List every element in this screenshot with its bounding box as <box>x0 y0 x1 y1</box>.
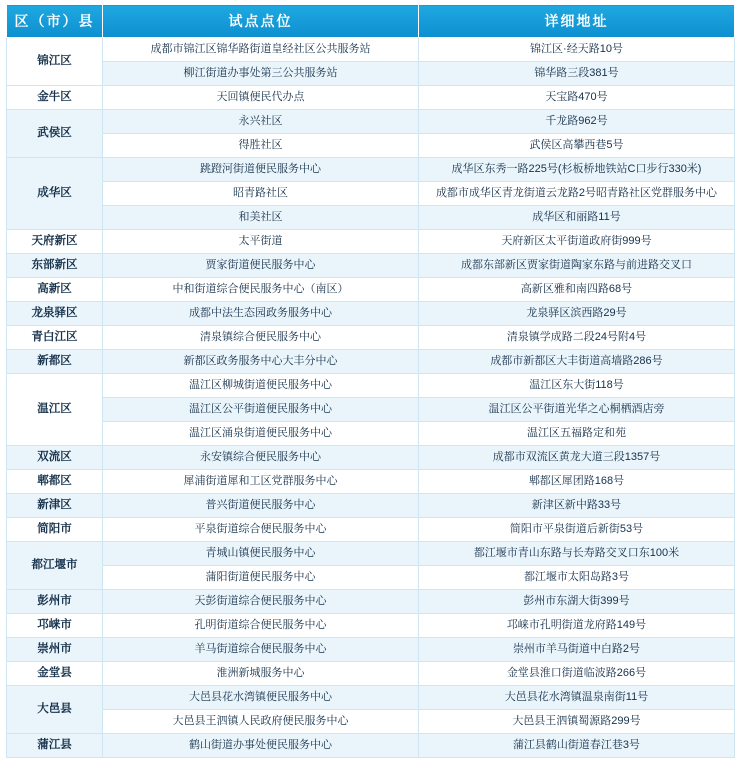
cell-address: 新津区新中路33号 <box>419 494 735 518</box>
cell-site: 平泉街道综合便民服务中心 <box>103 518 419 542</box>
cell-site: 淮洲新城服务中心 <box>103 662 419 686</box>
cell-site: 永安镇综合便民服务中心 <box>103 446 419 470</box>
table-row <box>7 614 735 638</box>
cell-address: 都江堰市太阳岛路3号 <box>419 566 735 590</box>
cell-site: 永兴社区 <box>103 110 419 134</box>
cell-region: 简阳市 <box>7 518 103 542</box>
cell-address: 蒲江县鹤山街道春江巷3号 <box>419 734 735 758</box>
cell-address: 大邑县王泗镇蜀源路299号 <box>419 710 735 734</box>
cell-site: 成都中法生态园政务服务中心 <box>103 302 419 326</box>
cell-address: 成都市双流区黄龙大道三段1357号 <box>419 446 735 470</box>
table-row <box>7 62 735 86</box>
cell-site: 和美社区 <box>103 206 419 230</box>
cell-region: 都江堰市 <box>7 542 103 590</box>
cell-address: 彭州市东湖大街399号 <box>419 590 735 614</box>
cell-site: 羊马街道综合便民服务中心 <box>103 638 419 662</box>
cell-region: 高新区 <box>7 278 103 302</box>
cell-address: 金堂县淮口街道临波路266号 <box>419 662 735 686</box>
cell-region: 新津区 <box>7 494 103 518</box>
table-row <box>7 470 735 494</box>
cell-address: 大邑县花水湾镇温泉南街11号 <box>419 686 735 710</box>
table-row <box>7 278 735 302</box>
table-row <box>7 590 735 614</box>
cell-address: 成都东部新区贾家街道陶家东路与前进路交叉口 <box>419 254 735 278</box>
table-header-row <box>7 5 735 38</box>
table-row <box>7 350 735 374</box>
column-header-region: 区（市）县 <box>7 5 103 38</box>
cell-address: 成都市新都区大丰街道高墙路286号 <box>419 350 735 374</box>
table-row <box>7 326 735 350</box>
table-row <box>7 494 735 518</box>
table-row <box>7 134 735 158</box>
cell-site: 青城山镇便民服务中心 <box>103 542 419 566</box>
cell-site: 蒲阳街道便民服务中心 <box>103 566 419 590</box>
cell-site: 中和街道综合便民服务中心（南区） <box>103 278 419 302</box>
table-row <box>7 38 735 62</box>
cell-region: 武侯区 <box>7 110 103 158</box>
cell-site: 跳蹬河街道便民服务中心 <box>103 158 419 182</box>
cell-region: 双流区 <box>7 446 103 470</box>
cell-region: 龙泉驿区 <box>7 302 103 326</box>
table-row <box>7 686 735 710</box>
cell-address: 龙泉驿区滨西路29号 <box>419 302 735 326</box>
cell-address: 清泉镇学成路二段24号附4号 <box>419 326 735 350</box>
cell-region: 新都区 <box>7 350 103 374</box>
cell-region: 邛崃市 <box>7 614 103 638</box>
table-row <box>7 302 735 326</box>
cell-region: 金牛区 <box>7 86 103 110</box>
cell-address: 崇州市羊马街道中白路2号 <box>419 638 735 662</box>
cell-region: 郫都区 <box>7 470 103 494</box>
cell-site: 大邑县花水湾镇便民服务中心 <box>103 686 419 710</box>
cell-site: 清泉镇综合便民服务中心 <box>103 326 419 350</box>
table-row <box>7 566 735 590</box>
cell-site: 大邑县王泗镇人民政府便民服务中心 <box>103 710 419 734</box>
cell-region: 成华区 <box>7 158 103 230</box>
cell-address: 成华区和丽路11号 <box>419 206 735 230</box>
cell-site: 太平街道 <box>103 230 419 254</box>
cell-site: 犀浦街道犀和工区党群服务中心 <box>103 470 419 494</box>
table-row <box>7 230 735 254</box>
table-row <box>7 422 735 446</box>
cell-site: 新都区政务服务中心大丰分中心 <box>103 350 419 374</box>
table-row <box>7 86 735 110</box>
cell-site: 温江区涌泉街道便民服务中心 <box>103 422 419 446</box>
table-row <box>7 182 735 206</box>
table-row <box>7 662 735 686</box>
column-header-address: 详细地址 <box>419 5 735 38</box>
cell-region: 蒲江县 <box>7 734 103 758</box>
cell-region: 大邑县 <box>7 686 103 734</box>
cell-address: 天府新区太平街道政府街999号 <box>419 230 735 254</box>
cell-site: 成都市锦江区锦华路街道皇经社区公共服务站 <box>103 38 419 62</box>
table-row <box>7 446 735 470</box>
cell-address: 高新区雅和南四路68号 <box>419 278 735 302</box>
cell-region: 东部新区 <box>7 254 103 278</box>
cell-address: 天宝路470号 <box>419 86 735 110</box>
cell-address: 温江区五福路定和苑 <box>419 422 735 446</box>
table-row <box>7 374 735 398</box>
cell-address: 成都市成华区青龙街道云龙路2号昭青路社区党群服务中心 <box>419 182 735 206</box>
cell-site: 贾家街道便民服务中心 <box>103 254 419 278</box>
cell-address: 锦江区·经天路10号 <box>419 38 735 62</box>
cell-site: 孔明街道综合便民服务中心 <box>103 614 419 638</box>
cell-address: 锦华路三段381号 <box>419 62 735 86</box>
table-row <box>7 110 735 134</box>
cell-site: 天回镇便民代办点 <box>103 86 419 110</box>
table-header <box>7 5 735 38</box>
cell-site: 得胜社区 <box>103 134 419 158</box>
table-row <box>7 734 735 758</box>
table-row <box>7 398 735 422</box>
cell-address: 千龙路962号 <box>419 110 735 134</box>
cell-region: 锦江区 <box>7 38 103 86</box>
cell-region: 温江区 <box>7 374 103 446</box>
cell-site: 温江区柳城街道便民服务中心 <box>103 374 419 398</box>
table-row <box>7 158 735 182</box>
cell-region: 彭州市 <box>7 590 103 614</box>
cell-region: 崇州市 <box>7 638 103 662</box>
table-row <box>7 542 735 566</box>
cell-site: 天彭街道综合便民服务中心 <box>103 590 419 614</box>
cell-address: 郫都区犀团路168号 <box>419 470 735 494</box>
cell-address: 武侯区高攀西巷5号 <box>419 134 735 158</box>
cell-region: 青白江区 <box>7 326 103 350</box>
cell-site: 普兴街道便民服务中心 <box>103 494 419 518</box>
cell-address: 都江堰市青山东路与长寿路交叉口东100米 <box>419 542 735 566</box>
cell-address: 成华区东秀一路225号(杉板桥地铁站C口步行330米) <box>419 158 735 182</box>
cell-address: 简阳市平泉街道后新街53号 <box>419 518 735 542</box>
cell-site: 昭青路社区 <box>103 182 419 206</box>
table-row <box>7 710 735 734</box>
cell-site: 柳江街道办事处第三公共服务站 <box>103 62 419 86</box>
cell-site: 鹤山街道办事处便民服务中心 <box>103 734 419 758</box>
cell-address: 温江区公平街道光华之心桐栖酒店旁 <box>419 398 735 422</box>
pilot-sites-table <box>6 4 735 758</box>
cell-address: 邛崃市孔明街道龙府路149号 <box>419 614 735 638</box>
cell-site: 温江区公平街道便民服务中心 <box>103 398 419 422</box>
table-row <box>7 206 735 230</box>
table-body <box>7 38 735 758</box>
table-row <box>7 254 735 278</box>
table-row <box>7 518 735 542</box>
cell-region: 金堂县 <box>7 662 103 686</box>
cell-region: 天府新区 <box>7 230 103 254</box>
table-row <box>7 638 735 662</box>
column-header-site: 试点点位 <box>103 5 419 38</box>
cell-address: 温江区东大街118号 <box>419 374 735 398</box>
